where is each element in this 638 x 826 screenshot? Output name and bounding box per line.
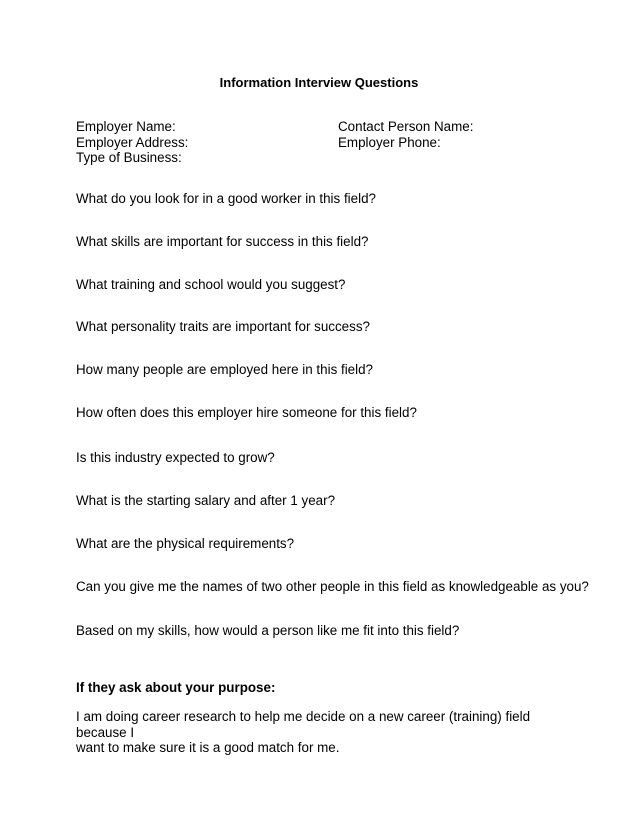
- question-2: What skills are important for success in this field?: [76, 234, 369, 249]
- question-9: What are the physical requirements?: [76, 536, 295, 551]
- question-4: What personality traits are important for success?: [76, 319, 370, 334]
- employer-fields-left: [76, 119, 326, 166]
- employer-phone-label: Employer Phone:: [338, 134, 441, 150]
- purpose-line-2: want to make sure it is a good match for me.: [76, 740, 340, 755]
- question-1: What do you look for in a good worker in this field?: [76, 191, 376, 206]
- employer-name-label: Employer Name:: [76, 119, 176, 134]
- contact-person-name-label: Contact Person Name:: [338, 119, 474, 134]
- purpose-body: [76, 709, 566, 756]
- employer-fields-right: [338, 119, 578, 150]
- question-10: Can you give me the names of two other people in this field as knowledgeable as you?: [76, 579, 589, 594]
- question-6: How often does this employer hire someone for this field?: [76, 405, 417, 420]
- question-8: What is the starting salary and after 1 year?: [76, 493, 336, 508]
- question-7: Is this industry expected to grow?: [76, 450, 275, 465]
- type-of-business-label: Type of Business:: [76, 150, 182, 165]
- purpose-heading: If they ask about your purpose:: [76, 680, 276, 695]
- purpose-line-1: I am doing career research to help me decide on a new career (training) field because I: [76, 709, 531, 740]
- employer-address-label: Employer Address:: [76, 134, 189, 150]
- question-3: What training and school would you suggest?: [76, 277, 346, 292]
- question-5: How many people are employed here in this field?: [76, 362, 373, 377]
- question-11: Based on my skills, how would a person like me fit into this field?: [76, 623, 460, 638]
- page-title: Information Interview Questions: [219, 75, 419, 90]
